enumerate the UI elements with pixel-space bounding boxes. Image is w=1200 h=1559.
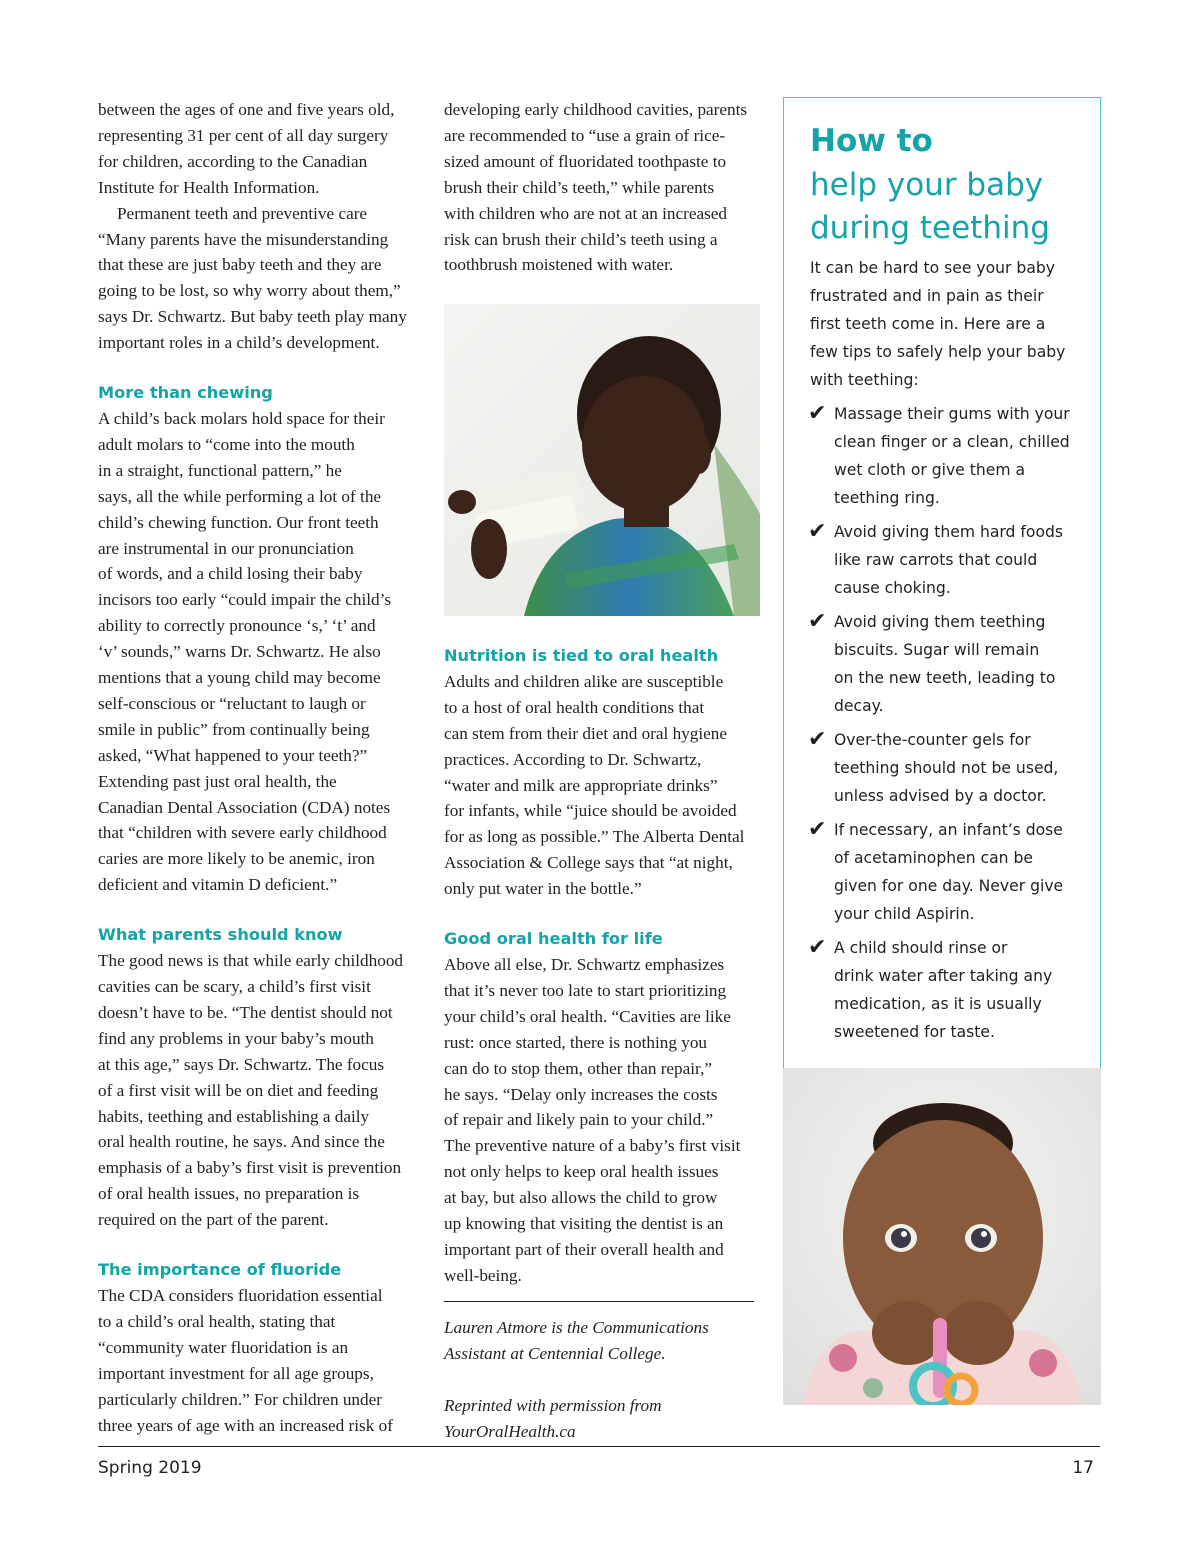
tip-text: Avoid giving them teething biscuits. Sugar will remain on the new teeth, leading to decay.: [834, 613, 1056, 715]
author-credit: Lauren Atmore is the Communications Assistant at Centennial College.: [444, 1318, 709, 1363]
tip-item: [808, 518, 1088, 602]
tip-text: A child should rinse or drink water after taking any medication, as it is usually sweetened for taste.: [834, 939, 1053, 1041]
article-column-2-lower: [444, 643, 760, 1289]
photo-baby-teething: [783, 1068, 1101, 1405]
tip-text: Avoid giving them hard foods like raw carrots that could cause choking.: [834, 523, 1064, 597]
section-heading-what-parents-should-know: What parents should know: [98, 925, 343, 945]
body-paragraph: The good news is that while early childhood cavities can be scary, a child’s first visit doesn’t have to be. “The dentist should not find any problems in your baby’s mouth at this age,” says Dr. Schwartz. The focus of a first visit will be on diet and feeding habits, teething and establishing a daily oral health routine, he says. And since the emphasis of a baby’s first visit is prevention of oral health issues, no preparation is required on the part of the parent.: [98, 951, 404, 1230]
footer-divider: [98, 1446, 1100, 1447]
checkmark-icon: ✔: [808, 519, 827, 544]
reprint-credit: Reprinted with permission from YourOralHealth.ca: [444, 1396, 662, 1441]
tip-item: [808, 816, 1088, 928]
credit-divider: [444, 1301, 754, 1302]
section-heading-nutrition: Nutrition is tied to oral health: [444, 646, 719, 665]
issue-season: Spring 2019: [98, 1458, 202, 1478]
checkmark-icon: ✔: [808, 817, 827, 842]
baby-teething-illustration: [783, 1068, 1101, 1405]
body-paragraph: between the ages of one and five years old, representing 31 per cent of all day surgery for children, according to the Canadian Institute for Health Information.: [98, 100, 395, 197]
tip-item: [808, 934, 1088, 1046]
article-column-1: [98, 97, 418, 1438]
teething-tips-list: [808, 400, 1088, 1052]
body-paragraph: Above all else, Dr. Schwartz emphasizes that it’s never too late to start prioritizing your child’s oral health. “Cavities are like rust: once started, there is nothing you can do to stop them, other than repair,” he says. “Delay only increases the costs of repair and likely pain to your child.” The preventive nature of a baby’s first visit not only helps to keep oral health issues at bay, but also allows the child to grow up knowing that visiting the dentist is an important part of their overall health and well-being.: [444, 954, 741, 1285]
body-paragraph: Adults and children alike are susceptible to a host of oral health conditions that can stem from their diet and oral hygiene practices. According to Dr. Schwartz, “water and milk are appropriate drinks” for infants, while “juice should be avoided for as long as possible.” The Alberta Dental Association & College says that “at night, only put water in the bottle.”: [444, 671, 745, 899]
tip-text: Over-the-counter gels for teething should not be used, unless advised by a doctor.: [834, 731, 1059, 805]
tip-item: [808, 608, 1088, 720]
body-paragraph: The CDA considers fluoridation essential to a child’s oral health, stating that “community water fluoridation is an important investment for all age groups, particularly children.” For children under three years of age with an increased risk of: [98, 1285, 393, 1435]
checkmark-icon: ✔: [808, 727, 827, 752]
tip-text: Massage their gums with your clean finger or a clean, chilled wet cloth or give them a teething ring.: [834, 405, 1070, 507]
sidebar-intro: It can be hard to see your baby frustrated and in pain as their first teeth come in. Here are a few tips to safely help your baby with teething:: [810, 259, 1066, 389]
section-heading-more-than-chewing: More than chewing: [98, 383, 273, 403]
page-number: 17: [1072, 1458, 1094, 1478]
sidebar-title-line-1: How to: [810, 123, 933, 159]
sidebar-title-line-2: help your baby: [810, 167, 1044, 203]
photo-boy-drinking-milk: [444, 304, 760, 616]
checkmark-icon: ✔: [808, 935, 827, 960]
body-paragraph: developing early childhood cavities, parents are recommended to “use a grain of rice- sized amount of fluoridated toothpaste to brush their child’s teeth,” while parents with children who are not at an increased risk can brush their child’s teeth using a toothbrush moistened with water.: [444, 100, 748, 275]
tip-item: [808, 726, 1088, 810]
sidebar-title-line-3: during teething: [810, 210, 1050, 246]
tip-item: [808, 400, 1088, 512]
body-paragraph: Permanent teeth and preventive care “Many parents have the misunderstanding that these are just baby teeth and they are going to be lost, so why worry about them,” says Dr. Schwartz. But baby teeth play many important roles in a child’s development.: [98, 203, 407, 353]
article-column-2: [444, 97, 760, 278]
body-paragraph: A child’s back molars hold space for their adult molars to “come into the mouth in a straight, functional pattern,” he says, all the while performing a lot of the child’s chewing function. Our front teeth are instrumental in our pronunciation of words, and a child losing their baby incisors too early “could impair the child’s ability to correctly pronounce ‘s,’ ‘t’ and ‘v’ sounds,” warns Dr. Schwartz. He also mentions that a young child may become self-conscious or “reluctant to laugh or smile in public” from continually being asked, “What happened to your teeth?” Extending past just oral health, the Canadian Dental Association (CDA) notes that “children with severe early childhood caries are more likely to be anemic, iron deficient and vitamin D deficient.”: [98, 408, 392, 895]
tip-text: If necessary, an infant’s dose of acetaminophen can be given for one day. Never give your child Aspirin.: [834, 821, 1064, 923]
section-heading-importance-of-fluoride: The importance of fluoride: [98, 1260, 342, 1280]
boy-drinking-milk-illustration: [444, 304, 760, 616]
section-heading-good-oral-health: Good oral health for life: [444, 929, 663, 949]
checkmark-icon: ✔: [808, 401, 827, 426]
checkmark-icon: ✔: [808, 609, 827, 634]
